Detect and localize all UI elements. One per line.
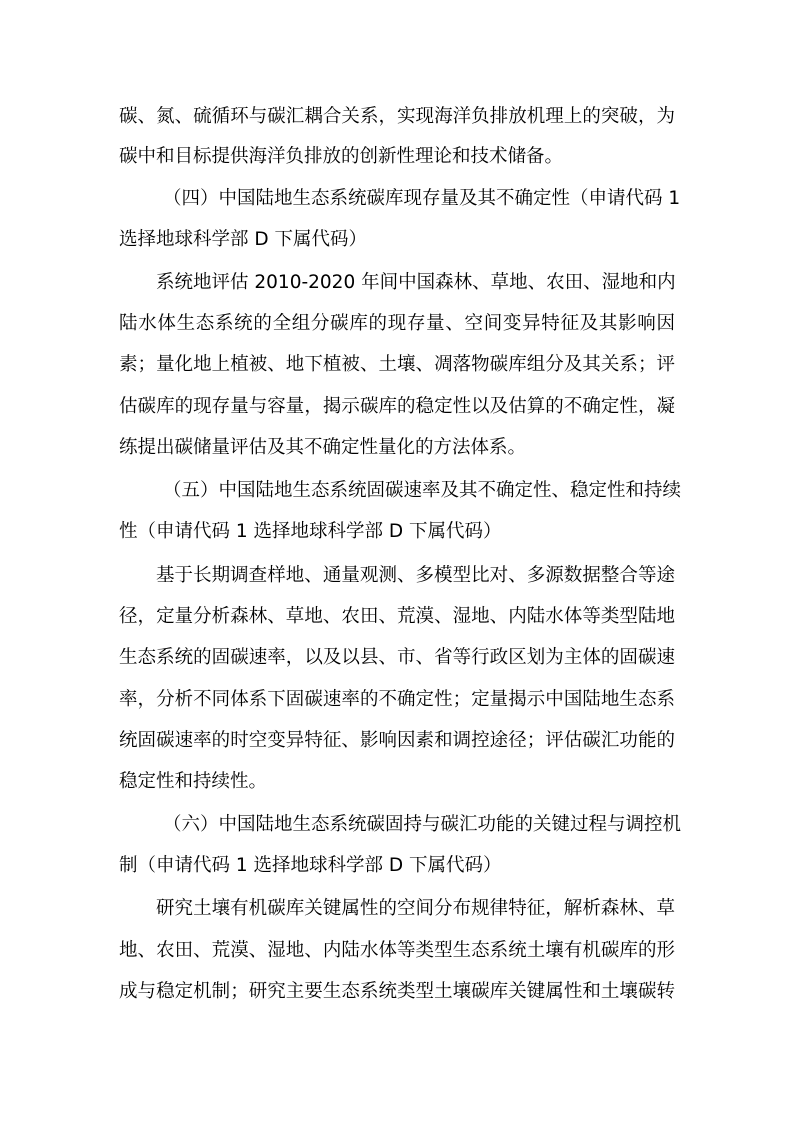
body-text-line: 估碳库的现存量与容量，揭示碳库的稳定性以及估算的不确定性，凝 (119, 396, 675, 417)
section-heading-6-continuation: 制（申请代码 1 选择地球科学部 D 下属代码） (119, 855, 502, 876)
body-text-line: 统固碳速率的时空变异特征、影响因素和调控途径；评估碳汇功能的 (119, 730, 675, 751)
section-heading-4-continuation: 选择地球科学部 D 下属代码） (119, 229, 368, 250)
section-heading-5-continuation: 性（申请代码 1 选择地球科学部 D 下属代码） (119, 521, 502, 542)
body-text-line: 率，分析不同体系下固碳速率的不确定性；定量揭示中国陆地生态系 (119, 689, 675, 710)
body-text-line: 径，定量分析森林、草地、农田、荒漠、湿地、内陆水体等类型陆地 (119, 606, 675, 627)
body-text-line: 碳、氮、硫循环与碳汇耦合关系，实现海洋负排放机理上的突破，为 (119, 106, 675, 127)
body-text-line: 系统地评估 2010-2020 年间中国森林、草地、农田、湿地和内 (156, 272, 676, 293)
section-heading-6: （六）中国陆地生态系统碳固持与碳汇功能的关键过程与调控机 (163, 814, 682, 835)
section-heading-4: （四）中国陆地生态系统碳库现存量及其不确定性（申请代码 1 (163, 188, 681, 209)
body-text-line: 基于长期调查样地、通量观测、多模型比对、多源数据整合等途 (156, 565, 675, 586)
body-text-line: 素；量化地上植被、地下植被、土壤、凋落物碳库组分及其关系；评 (119, 354, 675, 375)
body-text-line: 碳中和目标提供海洋负排放的创新性理论和技术储备。 (119, 146, 564, 167)
section-heading-5: （五）中国陆地生态系统固碳速率及其不确定性、稳定性和持续 (163, 480, 682, 501)
body-text-line: 地、农田、荒漠、湿地、内陆水体等类型生态系统土壤有机碳库的形 (119, 940, 675, 961)
body-text-line: 成与稳定机制；研究主要生态系统类型土壤碳库关键属性和土壤碳转 (119, 981, 675, 1002)
body-text-line: 生态系统的固碳速率，以及以县、市、省等行政区划为主体的固碳速 (119, 647, 675, 668)
body-text-line: 练提出碳储量评估及其不确定性量化的方法体系。 (119, 437, 527, 458)
body-text-line: 稳定性和持续性。 (119, 771, 268, 792)
body-text-line: 陆水体生态系统的全组分碳库的现存量、空间变异特征及其影响因 (119, 313, 675, 334)
body-text-line: 研究土壤有机碳库关键属性的空间分布规律特征，解析森林、草 (156, 898, 675, 919)
